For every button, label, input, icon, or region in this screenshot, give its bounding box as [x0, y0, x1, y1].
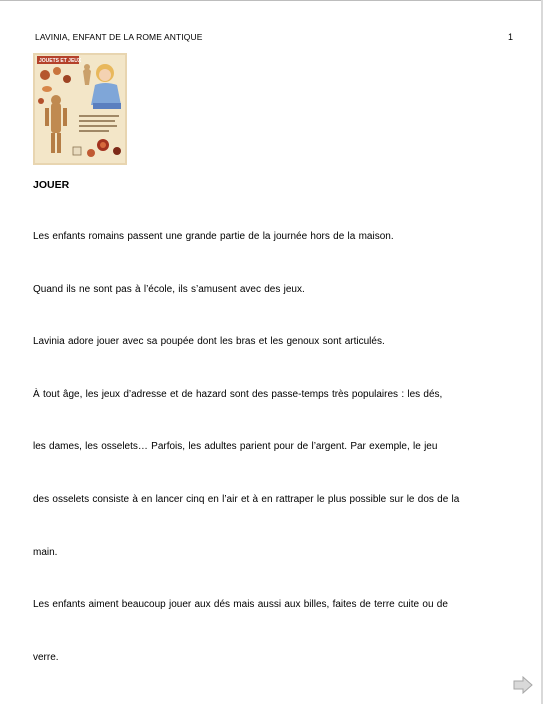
- paragraph-line: des osselets consiste à en lancer cinq en l’air et à en rattraper le plus possible sur le dos de la: [33, 494, 460, 505]
- roman-toys-illustration: [33, 53, 127, 165]
- paragraph-line: Quand ils ne sont pas à l’école, ils s’amusent avec des jeux.: [33, 284, 305, 295]
- header-title: LAVINIA, ENFANT DE LA ROME ANTIQUE: [35, 32, 203, 42]
- paragraph-line: Les enfants romains passent une grande partie de la journée hors de la maison.: [33, 231, 394, 242]
- illustration-caption: JOUETS ET JEUX: [39, 58, 82, 64]
- section-heading: JOUER: [33, 179, 70, 191]
- paragraph-line: les dames, les osselets… Parfois, les adultes parient pour de l’argent. Par exemple, le jeu: [33, 441, 438, 452]
- paragraph-line: À tout âge, les jeux d’adresse et de hazard sont des passe-temps très populaires : les dés,: [33, 389, 443, 400]
- arrow-right-icon[interactable]: [513, 676, 533, 694]
- paragraph-line: verre.: [33, 652, 59, 663]
- paragraph-line: main.: [33, 547, 58, 558]
- page-number: 1: [508, 32, 514, 42]
- page-border-top: [0, 0, 543, 1]
- paragraph-line: Les enfants aiment beaucoup jouer aux dés mais aussi aux billes, faites de terre cuite ou de: [33, 599, 448, 610]
- paragraph-line: Lavinia adore jouer avec sa poupée dont les bras et les genoux sont articulés.: [33, 336, 385, 347]
